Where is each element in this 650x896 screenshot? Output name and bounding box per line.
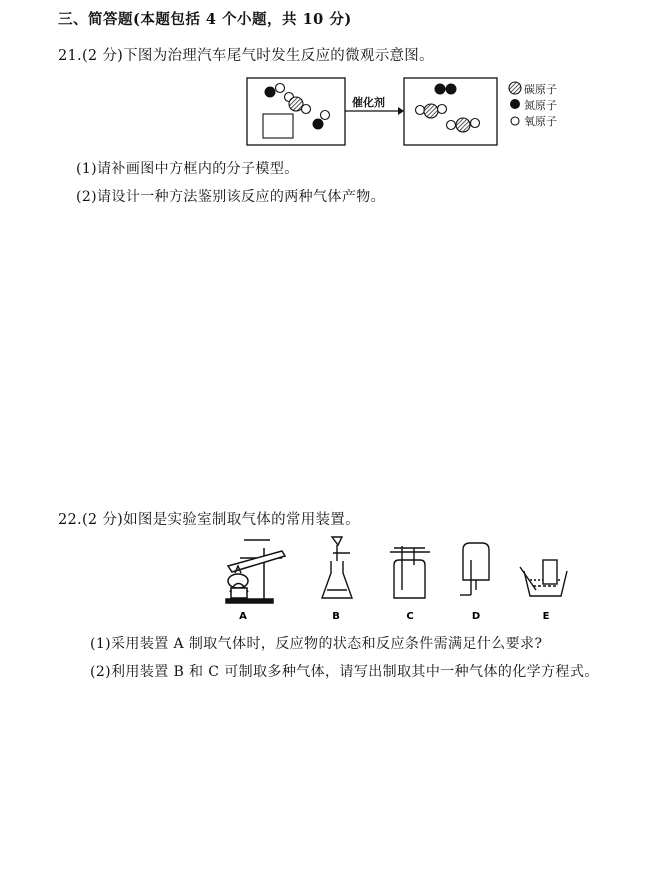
apparatus-label-e: E <box>542 611 550 622</box>
section-title: 三、简答题(本题包括 4 个小题，共 10 分) <box>58 11 352 28</box>
question-22-part-2: (2)利用装置 B 和 C 可制取多种气体，请写出制取其中一种气体的化学方程式。 <box>90 664 599 680</box>
apparatus-b <box>322 537 352 598</box>
apparatus-c <box>390 546 430 598</box>
apparatus-d <box>460 543 489 595</box>
legend-carbon: 碳原子 <box>524 83 557 96</box>
apparatus-label-b: B <box>332 611 340 622</box>
question-21-part-2: (2)请设计一种方法鉴别该反应的两种气体产物。 <box>76 189 386 205</box>
apparatus-label-a: A <box>239 611 247 622</box>
catalyst-label: 催化剂 <box>352 96 385 109</box>
question-21-part-1: (1)请补画图中方框内的分子模型。 <box>76 161 299 177</box>
legend-oxygen: 氧原子 <box>524 115 557 128</box>
apparatus-e <box>520 560 567 596</box>
question-21-stem: 21.(2 分)下图为治理汽车尾气时发生反应的微观示意图。 <box>58 48 434 64</box>
question-22-stem: 22.(2 分)如图是实验室制取气体的常用装置。 <box>58 512 360 528</box>
apparatus-label-c: C <box>406 611 414 622</box>
legend-nitrogen: 氮原子 <box>524 99 557 112</box>
apparatus-a <box>226 540 285 603</box>
question-22-part-1: (1)采用装置 A 制取气体时，反应物的状态和反应条件需满足什么要求? <box>90 636 543 652</box>
apparatus-label-d: D <box>471 611 481 622</box>
